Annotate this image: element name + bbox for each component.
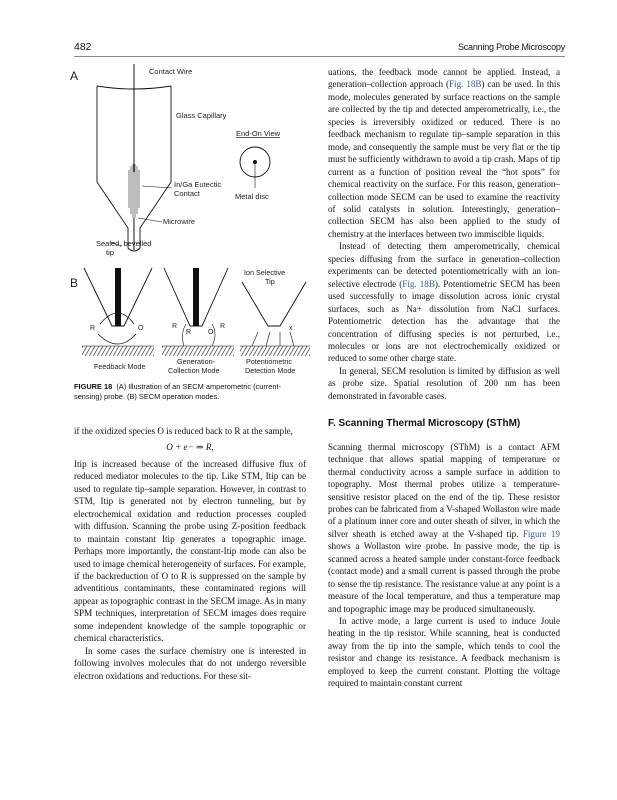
- right-paragraph-5: In active mode, a large current is used to induce Joule heating in the tip resistor. While scanning, heat is conducted away from the tip into the sample, which tends to cool the resistor and change its resistance. A feedback mechanism is employed to keep the current constant. Plotting the voltage required to maintain constant current: [328, 616, 560, 689]
- left-paragraph-2: Itip is increased because of the increased diffusive flux of reduced mediator molecules to the tip. Like STM, Itip can be used to regulate tip–sample separation. However, in contrast to STM, Itip is generated not by electron tunneling, but by electrochemical oxidation and reduction processes coupled with diffusion. Scanning the probe using Z-position feedback to maintain constant Itip generates a topographic image. Perhaps more importantly, the constant-Itip mode can also be used to image chemical heterogeneity of surfaces. For example, if the backreduction of O to R is suppressed on the sample by adventitious contaminants, these contaminated regions will appear as topographic contrast in the SECM image. As in many SPM techniques, interpretation of SECM images does require some independent knowledge of the sample topographic or chemical characteristics.: [74, 458, 306, 644]
- end-on-view-label: End-On View: [236, 129, 281, 138]
- left-paragraph-3: In some cases the surface chemistry one is interested in following involves molecules that do not undergo reversible electron oxidations and reductions. For these sit-: [74, 645, 306, 681]
- gen-coll-label-1: Generation-: [177, 357, 215, 366]
- caption-label: FIGURE 18: [74, 382, 113, 391]
- sym-r-feedback: R: [90, 325, 96, 332]
- figure-19-link[interactable]: Figure 19: [522, 528, 560, 539]
- fig-18b-link-2[interactable]: Fig. 18B: [402, 278, 435, 289]
- potent-label-2: Detection Mode: [245, 366, 296, 375]
- running-title: Scanning Probe Microscopy: [457, 42, 565, 52]
- microwire-label: Microwire: [163, 217, 196, 226]
- eutectic-label-2: Contact: [174, 189, 200, 198]
- ion-selective-label-1: Ion Selective: [244, 268, 286, 277]
- potent-label-1: Potentiometric: [246, 357, 292, 366]
- right-p1-text-a: uations, the feedback mode cannot be applied. Instead, a generation–collection approach (: [328, 67, 560, 90]
- figure-18: [62, 62, 312, 380]
- caption-text: (A) Illustration of an SECM amperometric (current-sensing) probe. (B) SECM operation modes.: [74, 382, 282, 401]
- sym-r-gen-1: R: [172, 323, 178, 330]
- panel-b-label: B: [70, 276, 79, 290]
- equation: O + e− ⇒ R,: [166, 442, 214, 453]
- panel-a-label: A: [70, 69, 79, 83]
- right-p4-text-b: shows a Wollaston wire probe. In passive mode, the tip is scanned across a heated sample under constant-force feedback (contact mode) and a small current is passed through the probe to sense the tip resistance. The resistance value at any point is a measure of the local temperature, and thus a temperature map and topographic image may be produced simultaneously.: [328, 541, 560, 614]
- sym-r-gen-3: R: [220, 323, 226, 330]
- generation-collection-diagram: [162, 268, 234, 356]
- right-p1-text-b: ) can be used. In this mode, molecules generated by surface reactions on the sample are collected by the tip and detected amperometrically, i.e., the species is irreversibly oxidized or reduced. There is no feedback mechanism to regulate tip–sample separation in this mode, and consequently the sample must be very flat or the tip must be sufficiently withdrawn to avoid a tip crash. Maps of tip current as a function of position reveal the “hot spots” for chemical reactivity on the surface. For this reason, generation–collection mode SECM can be used to examine the reactivity of solid catalysts in solution. Interestingly, generation–collection SECM has also been applied to the study of chemistry at the interfaces between two immiscible liquids.: [328, 79, 560, 239]
- sym-o-gen: O: [208, 329, 214, 336]
- sealed-tip-label-1: Sealed, bevelled: [96, 239, 152, 248]
- right-p2-text-b: ). Potentiometric SECM has been used successfully to image dissolution across ionic crystal surfaces, such as Na+ dissolution from NaCl surfaces. Potentiometric detection has the advantage that the concentration of diffusing species is not perturbed, i.e., molecules or ions are not electrochemically oxidized or reduced to some other charge state.: [328, 278, 560, 364]
- left-column: [74, 425, 306, 682]
- feedback-mode-label: Feedback Mode: [94, 362, 146, 371]
- contact-wire-label: Contact Wire: [149, 67, 193, 76]
- left-paragraph-1: if the oxidized species O is reduced back to R at the sample,: [74, 426, 293, 436]
- sym-r-gen-2: R: [186, 329, 192, 336]
- sym-x: x: [289, 325, 293, 332]
- header-rule: [74, 56, 565, 57]
- gen-coll-label-2: Collection Mode: [168, 366, 220, 375]
- potentiometric-diagram: [240, 282, 310, 356]
- metal-disc-label: Metal disc: [235, 192, 269, 201]
- right-p2-text-a: Instead of detecting them amperometrically, chemical species diffusing from the surface in generation–collection experiments can be detected potentiometrically with an ion-selective electrode (: [328, 241, 560, 289]
- fig-18b-link-1[interactable]: Fig. 18B: [448, 79, 482, 90]
- ion-selective-label-2: Tip: [265, 277, 275, 286]
- section-heading: F. Scanning Thermal Microscopy (SThM): [328, 418, 521, 430]
- right-column: [328, 66, 560, 690]
- sealed-tip-label-2: tip: [106, 248, 114, 257]
- eutectic-label-1: In/Ga Eutectic: [174, 180, 222, 189]
- sym-o-feedback: O: [138, 325, 144, 332]
- eutectic-contact: [129, 164, 139, 218]
- right-paragraph-4: [328, 441, 560, 615]
- feedback-mode-diagram: [82, 268, 154, 356]
- glass-capillary-label: Glass Capillary: [176, 111, 227, 120]
- right-paragraph-2: [328, 240, 560, 365]
- figure-caption: [74, 382, 306, 402]
- right-paragraph-1: [328, 66, 560, 240]
- right-p4-text-a: Scanning thermal microscopy (SThM) is a contact AFM technique that allows spatial mapping of temperature or thermal conductivity across a sample surface in addition to topography. Most thermal probes utilize a temperature-sensitive resistor placed on the end of the tip. These resistor probes can be fabricated from a V-shaped Wollaston wire made of a platinum inner core and outer sheath of silver, in which the silver sheath is etched away at the V-shaped tip.: [328, 441, 560, 539]
- right-paragraph-3: In general, SECM resolution is limited by diffusion as well as probe size. Spatial resolution of 200 nm has been demonstrated in favorable cases.: [328, 365, 560, 401]
- page-number: 482: [74, 41, 92, 53]
